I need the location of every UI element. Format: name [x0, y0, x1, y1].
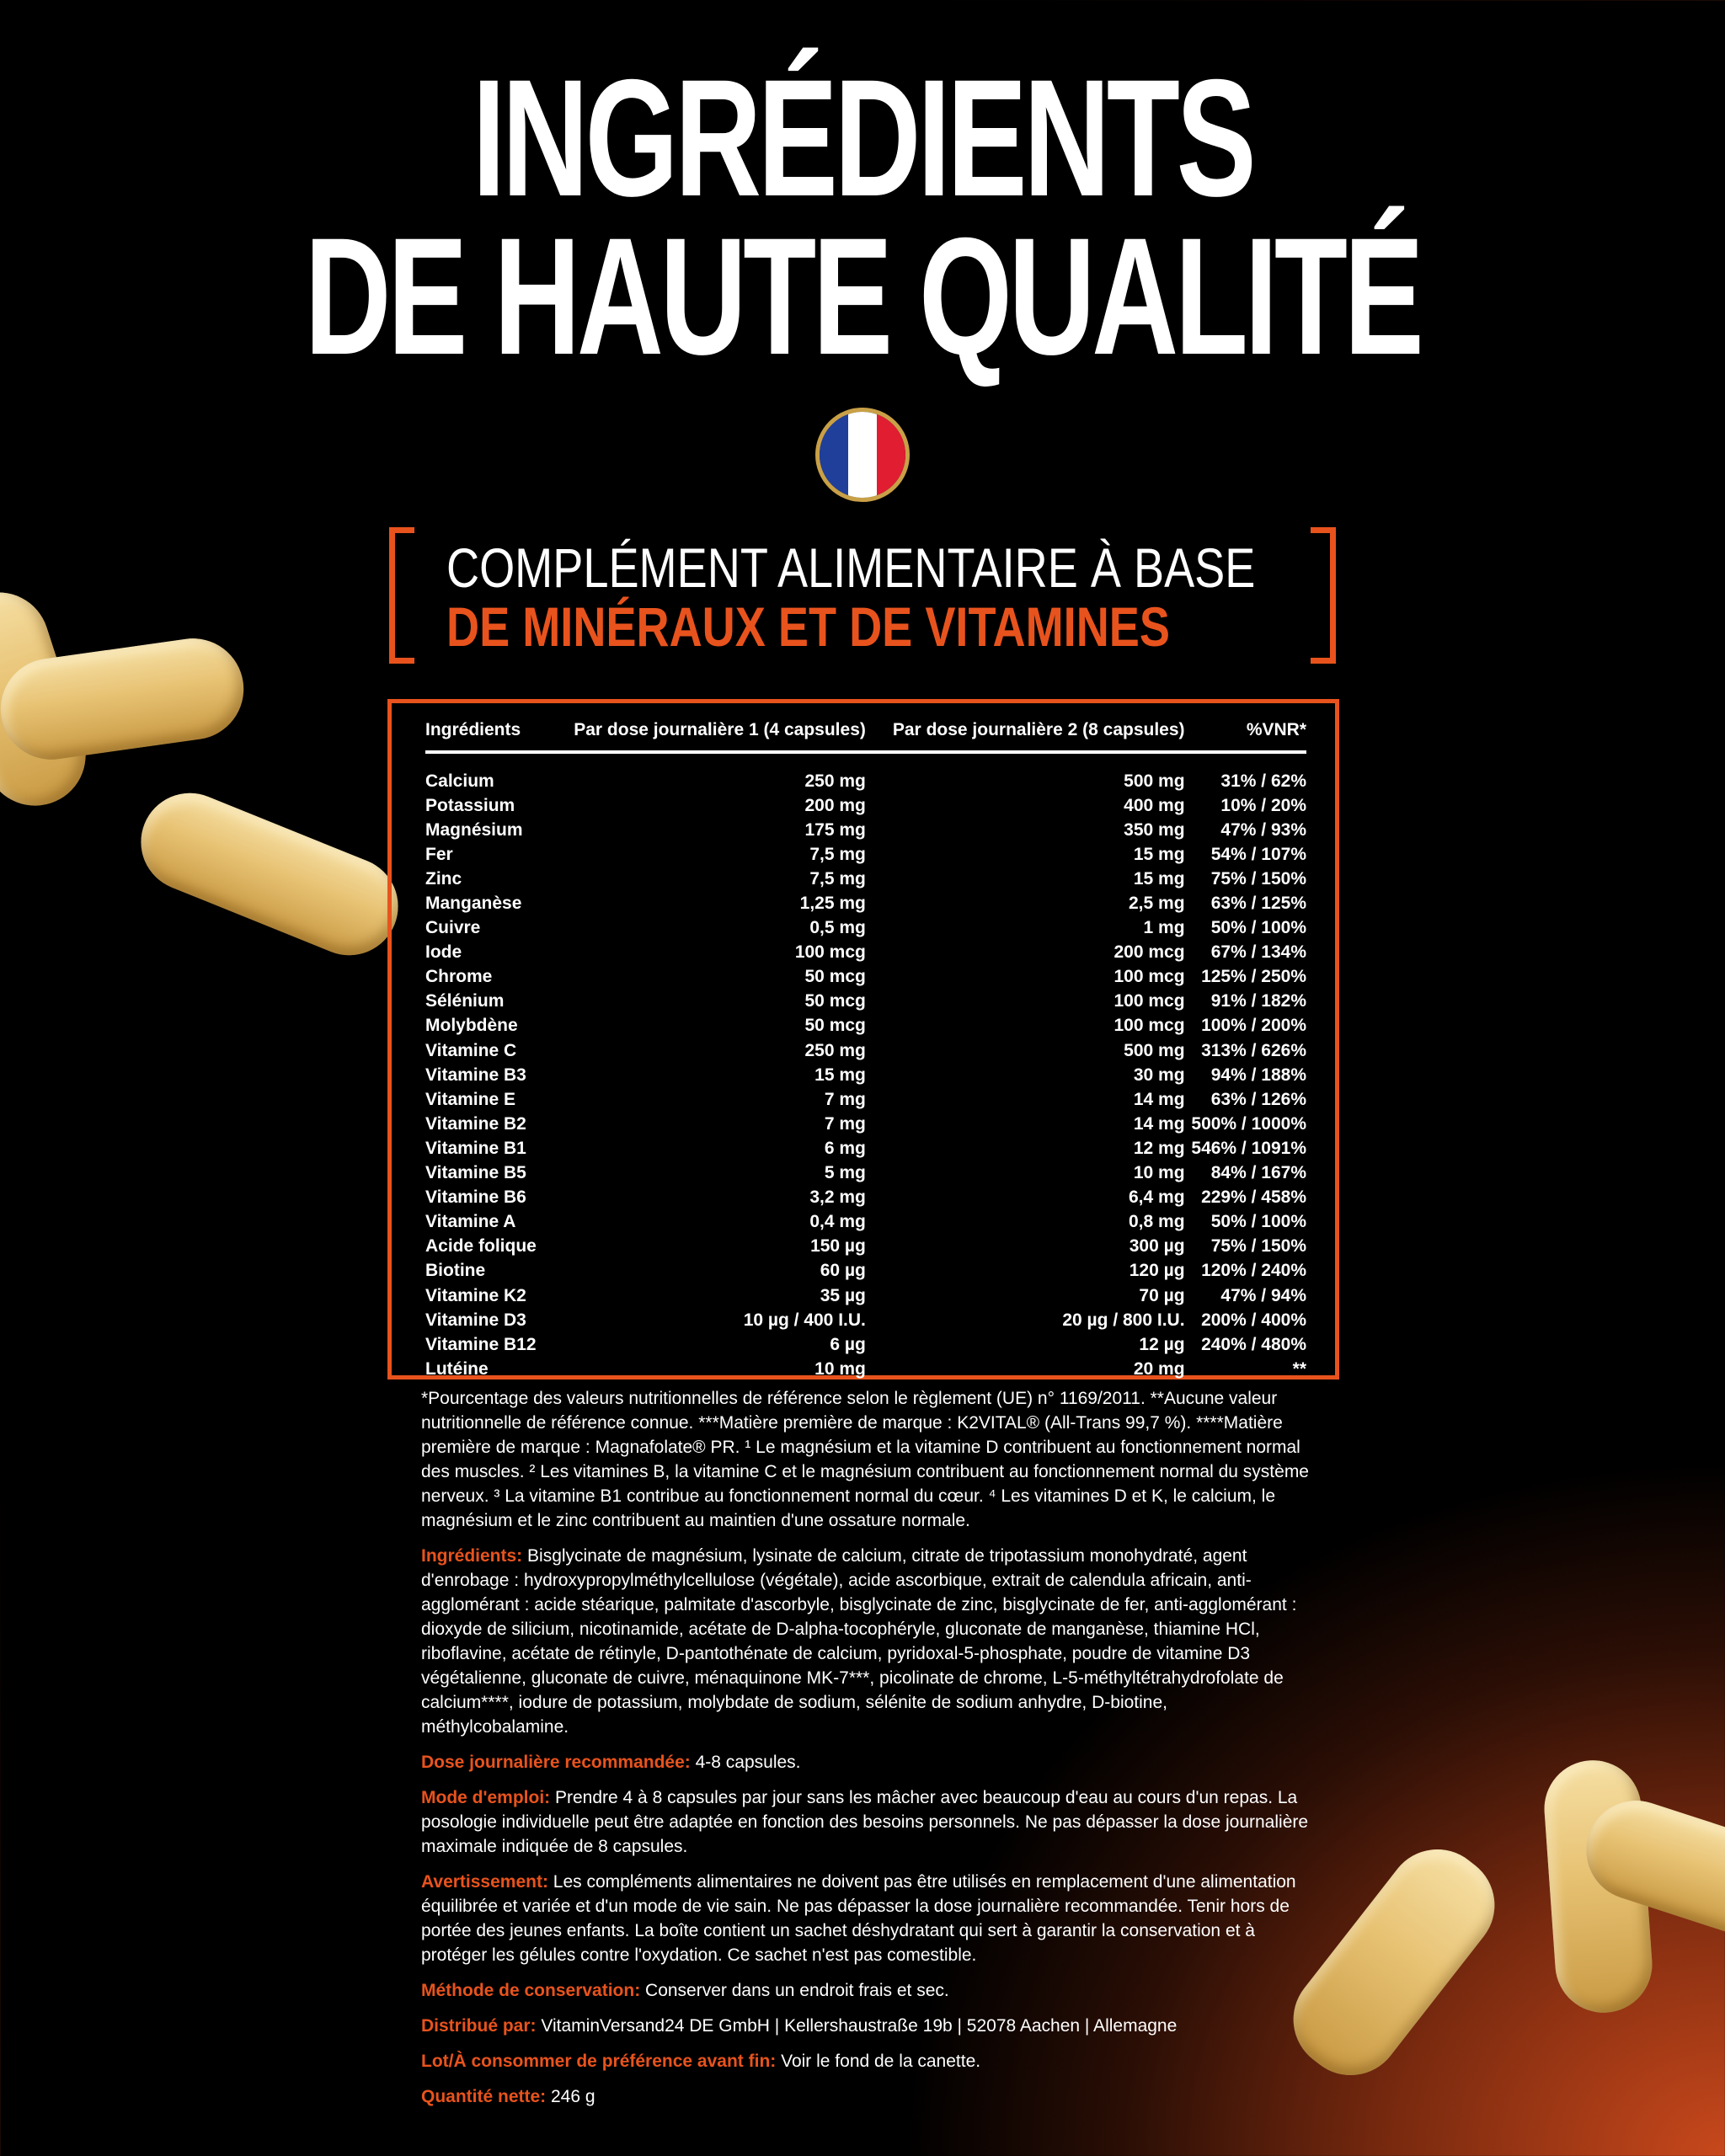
cell-dose-2: 200 mcg: [1114, 942, 1185, 963]
cell-dose-2: 14 mg: [1133, 1089, 1185, 1109]
cell-dose-2: 10 mg: [1133, 1163, 1185, 1183]
cell-dose-2: 70 µg: [1139, 1285, 1185, 1305]
cell-dose-2: 6,4 mg: [1129, 1187, 1185, 1208]
distributor-text: VitaminVersand24 DE GmbH | Kellershaustraße 19b | 52078 Aachen | Allemagne: [536, 2016, 1178, 2036]
cell-ingredient: Sélénium: [425, 991, 505, 1011]
cell-ingredient: Iode: [425, 942, 462, 963]
cell-vnr: 63% / 125%: [1210, 894, 1306, 914]
cell-ingredient: Vitamine C: [425, 1040, 517, 1060]
cell-vnr: 75% / 150%: [1210, 1236, 1306, 1257]
cell-dose-1: 15 mg: [814, 1065, 866, 1085]
cell-dose-1: 3,2 mg: [809, 1187, 866, 1208]
table-row: [425, 1235, 1306, 1259]
cell-ingredient: Zinc: [425, 868, 462, 889]
quantity-paragraph: [421, 2084, 1314, 2109]
cell-ingredient: Vitamine B2: [425, 1113, 526, 1134]
cell-ingredient: Vitamine B12: [425, 1334, 537, 1354]
table-row: [425, 1014, 1306, 1038]
cell-dose-2: 12 µg: [1139, 1334, 1185, 1354]
ingredients-label: Ingrédients:: [421, 1546, 523, 1566]
cell-ingredient: Vitamine B5: [425, 1163, 526, 1183]
cell-dose-1: 50 mcg: [804, 967, 866, 987]
table-row: [425, 1161, 1306, 1186]
header-dose-2: Par dose journalière 2 (8 capsules): [866, 712, 1185, 752]
cell-ingredient: Vitamine D3: [425, 1310, 526, 1330]
cell-ingredient: Vitamine E: [425, 1089, 515, 1109]
cell-dose-1: 6 mg: [824, 1138, 866, 1158]
cell-ingredient: Vitamine A: [425, 1212, 516, 1232]
cell-dose-1: 10 mg: [814, 1358, 866, 1379]
cell-ingredient: Acide folique: [425, 1236, 537, 1257]
cell-dose-1: 250 mg: [804, 1040, 866, 1060]
cell-ingredient: Magnésium: [425, 819, 523, 840]
cell-dose-2: 350 mg: [1124, 819, 1185, 840]
title-line-2: DE HAUTE QUALITÉ: [304, 203, 1421, 389]
cell-ingredient: Calcium: [425, 771, 494, 791]
cell-dose-2: 1 mg: [1143, 918, 1185, 938]
nutrition-table-box: [387, 699, 1339, 1380]
cell-ingredient: Manganèse: [425, 894, 522, 914]
cell-dose-2: 12 mg: [1133, 1138, 1185, 1158]
cell-dose-2: 400 mg: [1124, 795, 1185, 815]
cell-vnr: 84% / 167%: [1210, 1163, 1306, 1183]
cell-vnr: 54% / 107%: [1210, 844, 1306, 864]
table-row: [425, 1038, 1306, 1063]
french-flag-icon: [815, 408, 910, 502]
cell-dose-1: 250 mg: [804, 771, 866, 791]
cell-dose-1: 50 mcg: [804, 1016, 866, 1036]
lot-text: Voir le fond de la canette.: [776, 2052, 981, 2071]
cell-dose-2: 500 mg: [1124, 1040, 1185, 1060]
dose-text: 4-8 capsules.: [690, 1753, 801, 1772]
cell-vnr: 50% / 100%: [1210, 918, 1306, 938]
cell-vnr: 75% / 150%: [1210, 868, 1306, 889]
cell-vnr: 10% / 20%: [1220, 795, 1306, 815]
table-row: [425, 1136, 1306, 1161]
cell-dose-1: 0,4 mg: [809, 1212, 866, 1232]
cell-vnr: **: [1292, 1358, 1306, 1379]
table-row: [425, 916, 1306, 941]
cell-vnr: 313% / 626%: [1201, 1040, 1306, 1060]
cell-dose-1: 35 µg: [820, 1285, 866, 1305]
capsule-image: [126, 778, 413, 969]
cell-vnr: 91% / 182%: [1210, 991, 1306, 1011]
cell-dose-1: 0,5 mg: [809, 918, 866, 938]
table-row: [425, 1063, 1306, 1087]
distributor-paragraph: [421, 2014, 1314, 2038]
cell-vnr: 67% / 134%: [1210, 942, 1306, 963]
mode-text: Prendre 4 à 8 capsules par jour sans les mâcher avec beaucoup d'eau au cours d'un repas. La posologie individuelle peut être adaptée en fonction des besoins personnels. Ne pas dépasser la dose journalière maximale indiquée de 8 capsules.: [421, 1788, 1309, 1856]
cell-dose-2: 500 mg: [1124, 771, 1185, 791]
cell-ingredient: Vitamine B6: [425, 1187, 526, 1208]
header-ingredients: Ingrédients: [425, 712, 574, 752]
cell-dose-1: 200 mg: [804, 795, 866, 815]
warning-paragraph: [421, 1870, 1314, 1967]
cell-dose-2: 2,5 mg: [1129, 894, 1185, 914]
cell-dose-2: 15 mg: [1133, 868, 1185, 889]
title-line-1: INGRÉDIENTS: [472, 45, 1253, 231]
table-row: [425, 1283, 1306, 1308]
cell-vnr: 120% / 240%: [1201, 1261, 1306, 1281]
table-row: [425, 965, 1306, 990]
cell-dose-2: 20 µg / 800 I.U.: [1062, 1310, 1185, 1330]
table-row: [425, 842, 1306, 867]
cell-vnr: 125% / 250%: [1201, 967, 1306, 987]
table-row: [425, 1308, 1306, 1332]
right-bracket: [1311, 527, 1336, 664]
page-title: [242, 45, 1484, 389]
cell-vnr: 94% / 188%: [1210, 1065, 1306, 1085]
cell-dose-1: 7 mg: [824, 1089, 866, 1109]
cell-dose-1: 1,25 mg: [799, 894, 866, 914]
cell-vnr: 200% / 400%: [1201, 1310, 1306, 1330]
dose-paragraph: [421, 1750, 1314, 1774]
cell-ingredient: Fer: [425, 844, 453, 864]
table-row: [425, 752, 1306, 793]
table-row: [425, 1112, 1306, 1136]
subtitle-line-2: DE MINÉRAUX ET DE VITAMINES: [446, 595, 1170, 658]
cell-dose-2: 120 µg: [1129, 1261, 1185, 1281]
cell-dose-1: 175 mg: [804, 819, 866, 840]
cell-ingredient: Cuivre: [425, 918, 481, 938]
cell-vnr: 240% / 480%: [1201, 1334, 1306, 1354]
ingredients-paragraph: [421, 1544, 1314, 1739]
table-row: [425, 1186, 1306, 1210]
cell-ingredient: Vitamine K2: [425, 1285, 526, 1305]
header-dose-1: Par dose journalière 1 (4 capsules): [574, 712, 866, 752]
cell-dose-1: 5 mg: [824, 1163, 866, 1183]
cell-vnr: 63% / 126%: [1210, 1089, 1306, 1109]
lot-paragraph: [421, 2049, 1314, 2073]
cell-dose-2: 30 mg: [1133, 1065, 1185, 1085]
dose-label: Dose journalière recommandée:: [421, 1753, 691, 1772]
cell-vnr: 546% / 1091%: [1191, 1138, 1306, 1158]
table-row: [425, 818, 1306, 842]
cell-ingredient: Lutéine: [425, 1358, 489, 1379]
storage-paragraph: [421, 1978, 1314, 2003]
cell-dose-2: 0,8 mg: [1129, 1212, 1185, 1232]
ingredients-text: Bisglycinate de magnésium, lysinate de calcium, citrate de tripotassium monohydraté, agent d'enrobage : hydroxypropylméthylcellulose (végétale), acide ascorbique, extrait de calendula africain, anti-agglomérant : acide stéarique, palmitate d'ascorbyle, bisglycinate de zinc, bisglycinate de fer, anti-agglomérant : dioxyde de silicium, nicotinamide, acétate de D-alpha-tocophéryle, gluconate de manganèse, thiamine HCl, riboflavine, acétate de rétinyle, D-pantothénate de calcium, pyridoxal-5-phosphate, poudre de vitamine D3 végétalienne, gluconate de cuivre, ménaquinone MK-7***, picolinate de chrome, L-5-méthyltétrahydrofolate de calcium****, iodure de potassium, molybdate de sodium, sélénite de sodium anhydre, D-biotine, méthylcobalamine.: [421, 1546, 1297, 1737]
cell-dose-2: 300 µg: [1129, 1236, 1185, 1257]
cell-vnr: 500% / 1000%: [1191, 1113, 1306, 1134]
cell-vnr: 100% / 200%: [1201, 1016, 1306, 1036]
cell-dose-2: 14 mg: [1133, 1113, 1185, 1134]
cell-ingredient: Chrome: [425, 967, 493, 987]
table-row: [425, 891, 1306, 915]
cell-dose-1: 6 µg: [830, 1334, 866, 1354]
cell-ingredient: Biotine: [425, 1261, 486, 1281]
cell-dose-2: 100 mcg: [1114, 1016, 1185, 1036]
warning-text: Les compléments alimentaires ne doivent pas être utilisés en remplacement d'une alimentation équilibrée et variée et d'un mode de vie sain. Ne pas dépasser la dose journalière recommandée. Tenir hors de portée des jeunes enfants. La boîte contient un sachet déshydratant qui sert à garantir la conservation et à protéger les gélules contre l'oxydation. Ce sachet n'est pas comestible.: [421, 1872, 1296, 1965]
table-row: [425, 1210, 1306, 1235]
header-vnr: %VNR*: [1185, 712, 1306, 752]
distributor-label: Distribué par:: [421, 2016, 537, 2036]
quantity-label: Quantité nette:: [421, 2087, 547, 2106]
lot-label: Lot/À consommer de préférence avant fin:: [421, 2052, 777, 2071]
info-text: [421, 1386, 1314, 2120]
table-body: [425, 752, 1306, 1381]
cell-dose-2: 15 mg: [1133, 844, 1185, 864]
cell-vnr: 47% / 93%: [1220, 819, 1306, 840]
mode-label: Mode d'emploi:: [421, 1788, 551, 1807]
table-row: [425, 941, 1306, 965]
cell-vnr: 31% / 62%: [1220, 771, 1306, 791]
mode-paragraph: [421, 1785, 1314, 1859]
storage-text: Conserver dans un endroit frais et sec.: [640, 1981, 949, 2000]
table-row: [425, 867, 1306, 891]
left-bracket: [389, 527, 414, 664]
cell-dose-2: 100 mcg: [1114, 991, 1185, 1011]
cell-dose-1: 7 mg: [824, 1113, 866, 1134]
nutrition-table: [425, 712, 1306, 1381]
cell-vnr: 47% / 94%: [1220, 1285, 1306, 1305]
subtitle-line-1: COMPLÉMENT ALIMENTAIRE À BASE: [446, 536, 1256, 599]
footnote: *Pourcentage des valeurs nutritionnelles de référence selon le règlement (UE) n° 1169/2011. **Aucune valeur nutritionnelle de référence connue. ***Matière première de marque : K2VITAL® (All-Trans 99,7 %). ****Matière première de marque : Magnafolate® PR. ¹ Le magnésium et la vitamine D contribuent au fonctionnement normal des muscles. ² Les vitamines B, la vitamine C et le magnésium contribuent au fonctionnement normal du système nerveux. ³ La vitamine B1 contribue au fonctionnement normal du cœur. ⁴ Les vitamines D et K, le calcium, le magnésium et le zinc contribuent au maintien d'une ossature normale.: [421, 1389, 1309, 1530]
cell-dose-2: 100 mcg: [1114, 967, 1185, 987]
cell-dose-1: 60 µg: [820, 1261, 866, 1281]
cell-ingredient: Potassium: [425, 795, 515, 815]
cell-dose-1: 50 mcg: [804, 991, 866, 1011]
table-row: [425, 1087, 1306, 1112]
table-row: [425, 1357, 1306, 1381]
cell-ingredient: Vitamine B1: [425, 1138, 526, 1158]
table-row: [425, 793, 1306, 818]
cell-dose-1: 10 µg / 400 I.U.: [743, 1310, 866, 1330]
cell-ingredient: Molybdène: [425, 1016, 518, 1036]
storage-label: Méthode de conservation:: [421, 1981, 641, 2000]
cell-vnr: 229% / 458%: [1201, 1187, 1306, 1208]
cell-ingredient: Vitamine B3: [425, 1065, 526, 1085]
table-row: [425, 990, 1306, 1014]
cell-dose-1: 7,5 mg: [809, 868, 866, 889]
table-row: [425, 1332, 1306, 1357]
table-header-row: [425, 712, 1306, 752]
warning-label: Avertissement:: [421, 1872, 548, 1892]
cell-dose-1: 7,5 mg: [809, 844, 866, 864]
quantity-text: 246 g: [546, 2087, 595, 2106]
cell-vnr: 50% / 100%: [1210, 1212, 1306, 1232]
cell-dose-1: 100 mcg: [794, 942, 866, 963]
cell-dose-1: 150 µg: [810, 1236, 866, 1257]
table-row: [425, 1259, 1306, 1283]
cell-dose-2: 20 mg: [1133, 1358, 1185, 1379]
